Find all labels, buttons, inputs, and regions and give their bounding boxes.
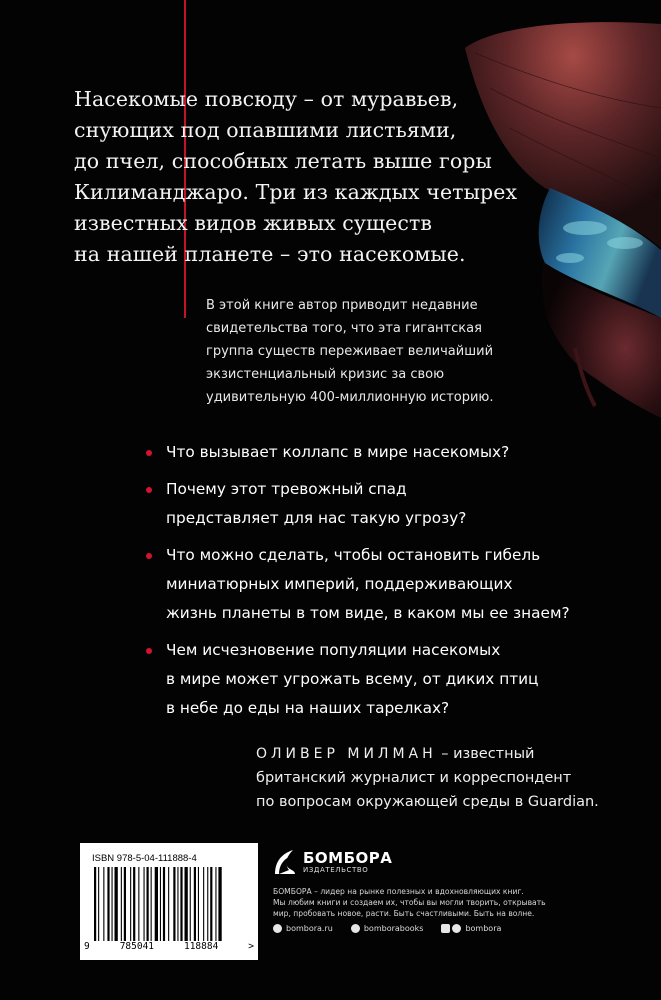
social-links: [273, 924, 501, 933]
bullet-dot-icon: [146, 553, 152, 559]
publisher-line: БОМБОРА – лидер на рынке полезных и вдохновляющих книг.: [273, 887, 524, 896]
question-line: представляет для нас такую угрозу?: [166, 509, 467, 527]
questions-list: [146, 438, 576, 731]
bullet-dot-icon: [146, 450, 152, 456]
social-vk-label: bomborabooks: [363, 924, 424, 933]
barcode-digit-group: >: [248, 941, 254, 952]
publisher-line: Мы любим книги и создаем их, чтобы вы могли творить, открывать: [273, 898, 546, 907]
globe-icon: [273, 924, 282, 933]
barcode-digit-group: 785041: [119, 941, 155, 952]
social-messengers[interactable]: [441, 924, 501, 933]
barcode-box: [80, 843, 258, 960]
intro-line: снующих под опавшими листьями,: [74, 118, 457, 142]
description-line: В этой книге автор приводит недавние: [206, 298, 478, 313]
question-item: [146, 438, 576, 467]
question-item: [146, 475, 576, 533]
question-line: Почему этот тревожный спад: [166, 480, 407, 498]
vk-icon: [351, 924, 360, 933]
intro-line: Насекомые повсюду – от муравьев,: [74, 87, 459, 111]
barcode-digit-group: 9: [84, 941, 90, 952]
description-line: свидетельства того, что эта гигантская: [206, 321, 482, 336]
isbn-text: ISBN 978-5-04-111888-4: [92, 853, 197, 864]
author-line-1-rest: – известный: [436, 746, 535, 762]
bombora-wave-icon: [273, 848, 297, 876]
author-bio: [256, 742, 599, 814]
question-line: в мире может угрожать всему, от диких птиц: [166, 670, 539, 688]
social-website-label: bombora.ru: [286, 924, 333, 933]
intro-paragraph: [74, 84, 518, 270]
bullet-dot-icon: [146, 648, 152, 654]
description-line: группа существ переживает величайший: [206, 344, 494, 359]
question-line: Чем исчезновение популяции насекомых: [166, 641, 501, 659]
author-name: ОЛИВЕР МИЛМАН: [256, 746, 437, 762]
description-line: экзистенциальный кризис за свою: [206, 367, 445, 382]
description-line: удивительную 400-миллионную историю.: [206, 390, 494, 405]
barcode-digits: [84, 941, 254, 952]
publisher-line: мир, пробовать новое, расти. Быть счастливыми. Быть на волне.: [273, 909, 535, 918]
author-line-1: [256, 742, 576, 766]
barcode-digit-group: 118884: [183, 941, 219, 952]
publisher-logo: [273, 848, 392, 876]
publisher-subtitle: ИЗДАТЕЛЬСТВО: [303, 865, 369, 874]
barcode-bars: [94, 867, 244, 941]
social-messengers-label: bombora: [465, 924, 502, 933]
question-line: Что можно сделать, чтобы остановить гибель: [166, 546, 541, 564]
description-paragraph: [206, 294, 526, 409]
author-line-3: по вопросам окружающей среды в Guardian.: [256, 794, 599, 810]
intro-line: Килиманджаро. Три из каждых четырех: [74, 180, 518, 204]
question-item: [146, 636, 576, 723]
question-line: Что вызывает коллапс в мире насекомых?: [166, 443, 510, 461]
social-vk[interactable]: [351, 924, 424, 933]
author-line-2: британский журналист и корреспондент: [256, 770, 572, 786]
publisher-description: [273, 886, 563, 919]
question-item: [146, 541, 576, 628]
youtube-icon: [441, 924, 450, 933]
telegram-icon: [452, 924, 461, 933]
question-line: жизнь планеты в том виде, в каком мы ее знаем?: [166, 604, 570, 622]
question-line: в небе до еды на наших тарелках?: [166, 699, 450, 717]
social-website[interactable]: [273, 924, 333, 933]
publisher-name: БОМБОРА: [303, 848, 393, 867]
intro-line: известных видов живых существ: [74, 211, 433, 235]
question-line: миниатюрных империй, поддерживающих: [166, 575, 513, 593]
intro-line: до пчел, способных летать выше горы: [74, 149, 492, 173]
bullet-dot-icon: [146, 487, 152, 493]
intro-line: на нашей планете – это насекомые.: [74, 242, 466, 266]
